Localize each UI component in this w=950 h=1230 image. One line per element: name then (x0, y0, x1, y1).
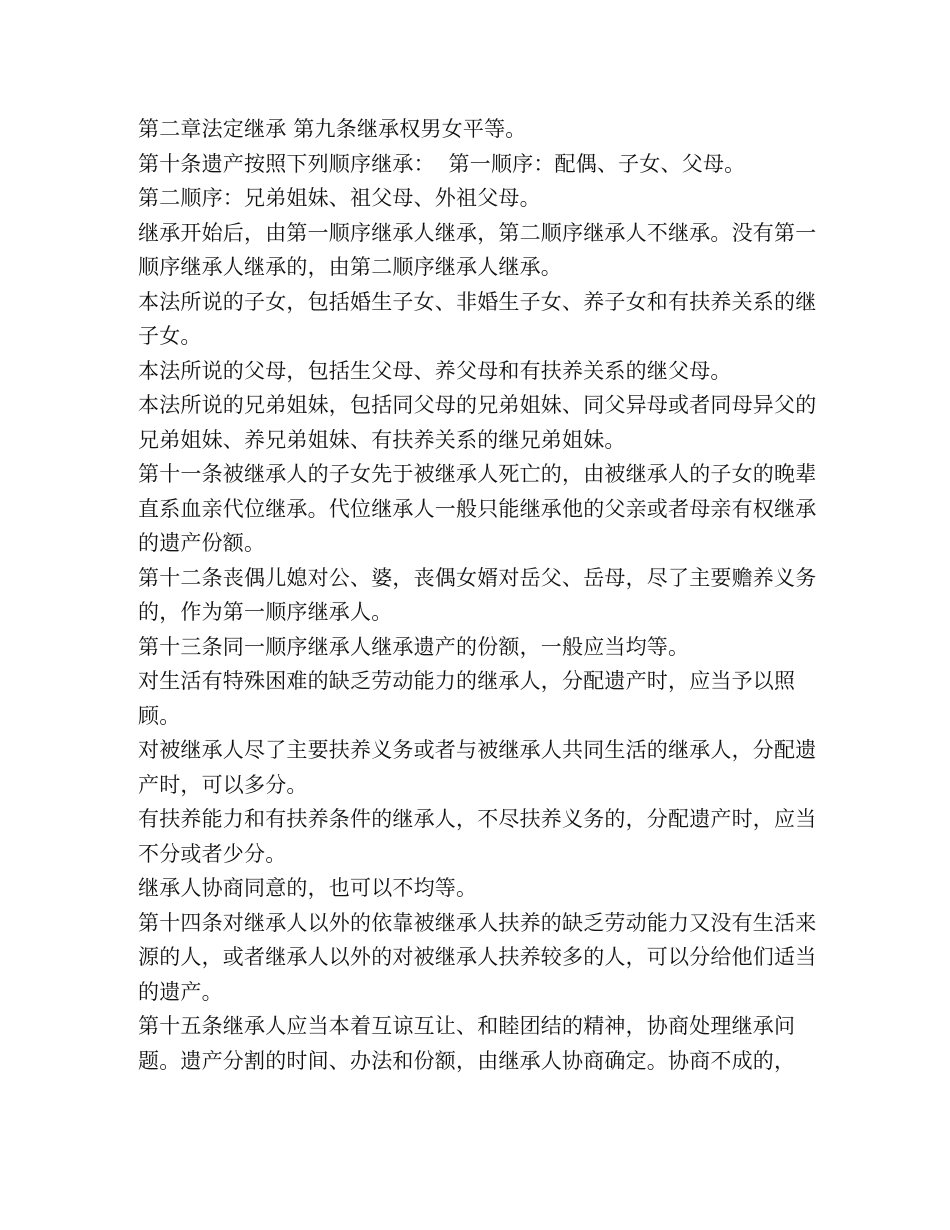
paragraph-1: 第二章法定继承 第九条继承权男女平等。 (138, 117, 527, 141)
paragraph-2: 第十条遗产按照下列顺序继承： 第一顺序：配偶、子女、父母。 (138, 151, 746, 176)
paragraph-4: 继承开始后，由第一顺序继承人继承，第二顺序继承人不继承。没有第一顺序继承人继承的，由第二顺序继承人继承。 (138, 220, 817, 279)
paragraph-12: 对被继承人尽了主要扶养义务或者与被继承人共同生活的继承人，分配遗产时，可以多分。 (138, 738, 817, 797)
paragraph-13: 有扶养能力和有扶养条件的继承人，不尽扶养义务的，分配遗产时，应当不分或者少分。 (138, 807, 817, 866)
paragraph-15: 第十四条对继承人以外的依靠被继承人扶养的缺乏劳动能力又没有生活来源的人，或者继承人以外的对被继承人扶养较多的人，可以分给他们适当的遗产。 (138, 910, 817, 1004)
paragraph-6: 本法所说的父母，包括生父母、养父母和有扶养关系的继父母。 (138, 358, 732, 383)
paragraph-7: 本法所说的兄弟姐妹，包括同父母的兄弟姐妹、同父异母或者同母异父的兄弟姐妹、养兄弟姐妹、有扶养关系的继兄弟姐妹。 (138, 393, 817, 452)
paragraph-5: 本法所说的子女，包括婚生子女、非婚生子女、养子女和有扶养关系的继子女。 (138, 289, 817, 348)
paragraph-8: 第十一条被继承人的子女先于被继承人死亡的，由被继承人的子女的晚辈直系血亲代位继承。代位继承人一般只能继承他的父亲或者母亲有权继承的遗产份额。 (138, 462, 817, 555)
paragraph-10: 第十三条同一顺序继承人继承遗产的份额，一般应当均等。 (138, 634, 690, 659)
paragraph-11: 对生活有特殊困难的缺乏劳动能力的继承人，分配遗产时，应当予以照顾。 (138, 669, 796, 728)
paragraph-9: 第十二条丧偶儿媳对公、婆，丧偶女婿对岳父、岳母，尽了主要赡养义务的，作为第一顺序继承人。 (138, 565, 817, 624)
paragraph-14: 继承人协商同意的，也可以不均等。 (138, 876, 478, 900)
paragraph-16: 第十五条继承人应当本着互谅互让、和睦团结的精神，协商处理继承问题。遗产分割的时间、办法和份额，由继承人协商确定。协商不成的， (138, 1014, 796, 1073)
document-body (138, 112, 818, 1078)
paragraph-3: 第二顺序：兄弟姐妹、祖父母、外祖父母。 (138, 186, 541, 210)
